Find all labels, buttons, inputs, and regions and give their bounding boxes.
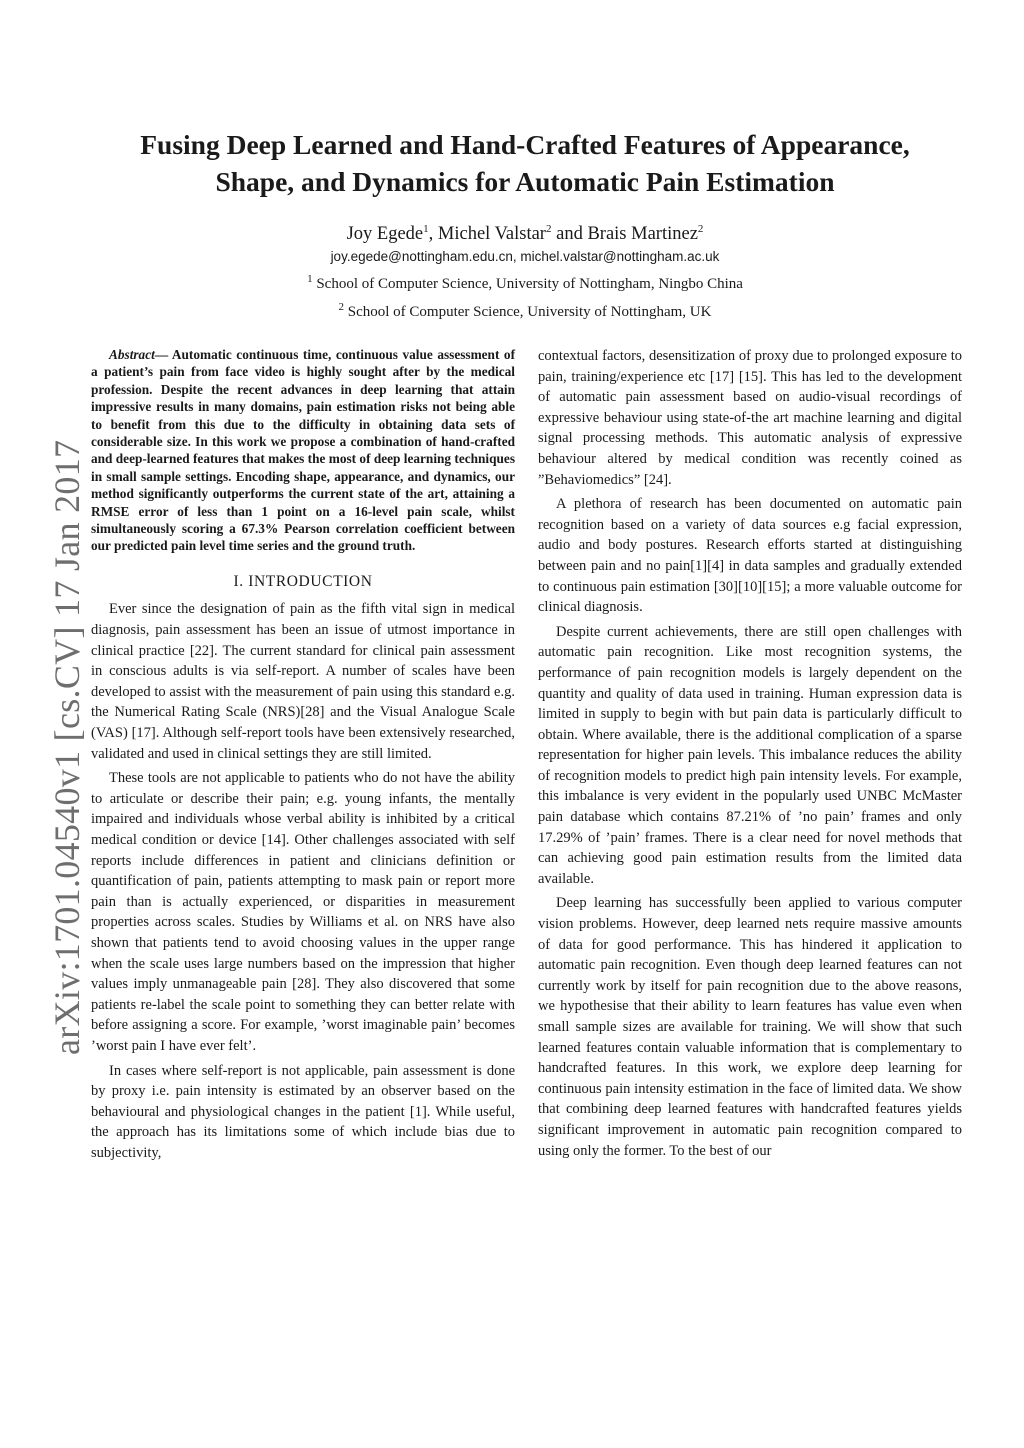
section-title: INTRODUCTION <box>248 572 373 590</box>
right-column <box>538 346 962 1161</box>
author-emails: joy.egede@nottingham.edu.cn, michel.valstar@nottingham.ac.uk <box>330 249 720 265</box>
abstract <box>91 346 515 555</box>
author-affiliation-mark: 2 <box>697 223 704 235</box>
paragraph: contextual factors, desensitization of proxy due to prolonged exposure to pain, training/experience etc [17] [15]. This has led to the development of automatic pain assessment based on audio-visual recordings of expressive behaviour using state-of-the art machine learning and digital signal processing methods. This automatic analysis of expressive behaviour altered by medical condition was recently coined as ”Behaviomedics” [24]. <box>538 348 962 488</box>
author-name: Joy Egede <box>346 224 424 245</box>
author-separator: and <box>551 224 588 245</box>
paragraph: Despite current achievements, there are still open challenges with automatic pain recognition. Like most recognition systems, the performance of pain recognition models is largely dependent on the quantity and quality of data used in training. Human expression data is limited in supply to begin with but pain data is particularly difficult to obtain. Where available, there is the additional complication of a sparse representation for higher pain levels. This imbalance reduces the ability of recognition models to predict high pain intensity levels. For example, this imbalance is very evident in the popularly used UNBC McMaster pain database which contains 87.21% of ’no pain’ frames and only 17.29% of ’pain’ frames. There is a clear need for novel methods that can achieving good pain estimation results from the limited data available. <box>538 623 962 887</box>
abstract-dash: — <box>154 347 172 362</box>
title-line-1: Fusing Deep Learned and Hand-Crafted Features of Appearance, <box>140 129 910 160</box>
arxiv-identifier: arXiv:1701.04540v1 [cs.CV] 17 Jan 2017 <box>47 439 87 1055</box>
title-line-2: Shape, and Dynamics for Automatic Pain Estimation <box>215 166 835 197</box>
section-number: I. <box>233 572 244 590</box>
paragraph: A plethora of research has been documented on automatic pain recognition based on a variety of data sources e.g facial expression, audio and body postures. Research efforts started at distinguishing between pain and no pain[1][4] in data samples and gradually extended to continuous pain estimation [30][10][15]; a more valuable outcome for clinical diagnosis. <box>538 496 962 616</box>
paragraph: Ever since the designation of pain as the fifth vital sign in medical diagnosis, pain assessment has been an issue of utmost importance in clinical practice [22]. The current standard for clinical pain assessment in conscious adults is via self-report. A number of scales have been developed to assist with the measurement of pain using this standard e.g. the Numerical Rating Scale (NRS)[28] and the Visual Analogue Scale (VAS) [17]. Although self-report tools have been extensively researched, validated and used in clinical settings they are still limited. <box>91 601 515 762</box>
affiliation-2 <box>80 296 970 324</box>
abstract-label: Abstract <box>109 347 155 362</box>
affiliation-mark: 1 <box>307 273 313 286</box>
abstract-text: Automatic continuous time, continuous value assessment of a patient’s pain from face video is highly sought after by the medical profession. Despite the recent advances in deep learning that attain impressive results in many domains, pain estimation risks not being able to benefit from this due to the difficulty in obtaining data sets of considerable size. In this work we propose a combination of hand-crafted and deep-learned features that makes the most of deep learning techniques in small sample settings. Encoding shape, appearance, and dynamics, our method significantly outperforms the current state of the art, attaining a RMSE error of less than 1 point on a 16-level pain scale, whilst simultaneously scoring a 67.3% Pearson correlation coefficient between our predicted pain level time series and the ground truth. <box>91 347 515 554</box>
paragraph: These tools are not applicable to patients who do not have the ability to articulate or describe their pain; e.g. young infants, the mentally impaired and individuals whose verbal ability is inhibited by a critical medical condition or device [14]. Other challenges associated with self reports include differences in patient and clinicians definition or quantification of pain, patients attempting to mask pain or report more pain than is actually experienced, or disparities in measurement properties across scales. Studies by Williams et al. on NRS have also shown that patients tend to avoid choosing values in the upper range when the scale uses large numbers based on the impression that higher values imply unmanageable pain [28]. They also discovered that some patients re-label the scale point to something they can better relate with before assigning a score. For example, ’worst imaginable pain’ becomes ’worst pain I have ever felt’. <box>91 770 515 1054</box>
author-block <box>80 217 970 324</box>
paragraph: In cases where self-report is not applicable, pain assessment is done by proxy i.e. pain intensity is estimated by an observer based on the behavioural and physiological changes in the patient [1]. While useful, the approach has its limitations some of which include bias due to subjectivity, <box>91 1062 515 1161</box>
left-column <box>91 346 515 1164</box>
paper-title <box>80 126 970 200</box>
author-name: Brais Martinez <box>587 224 698 245</box>
author-affiliation-mark: 1 <box>423 223 429 235</box>
affiliation-mark: 2 <box>338 301 345 314</box>
author-name: Michel Valstar <box>437 224 546 245</box>
author-affiliation-mark: 2 <box>545 223 552 235</box>
affiliation-text: School of Computer Science, University of Nottingham, UK <box>347 304 712 321</box>
author-separator: , <box>428 224 438 245</box>
affiliation-text: School of Computer Science, University of Nottingham, Ningbo China <box>316 276 743 293</box>
affiliation-1 <box>80 268 970 296</box>
paragraph: Deep learning has successfully been applied to various computer vision problems. However, deep learned nets require massive amounts of data for good performance. This has hindered it application to automatic pain recognition. Even though deep learned features can not currently work by itself for pain recognition due to the above reasons, we hypothesise that their ability to learn features has value even when small sample sizes are available for training. We will show that such learned features contain valuable information that is complementary to handcrafted features. In this work, we explore deep learning for continuous pain intensity estimation in the face of limited data. We show that combining deep learned features with handcrafted features yields significant improvement in automatic pain recognition compared to using only the former. To the best of our <box>538 895 962 1159</box>
author-names <box>80 217 970 246</box>
section-heading-introduction <box>91 572 515 593</box>
